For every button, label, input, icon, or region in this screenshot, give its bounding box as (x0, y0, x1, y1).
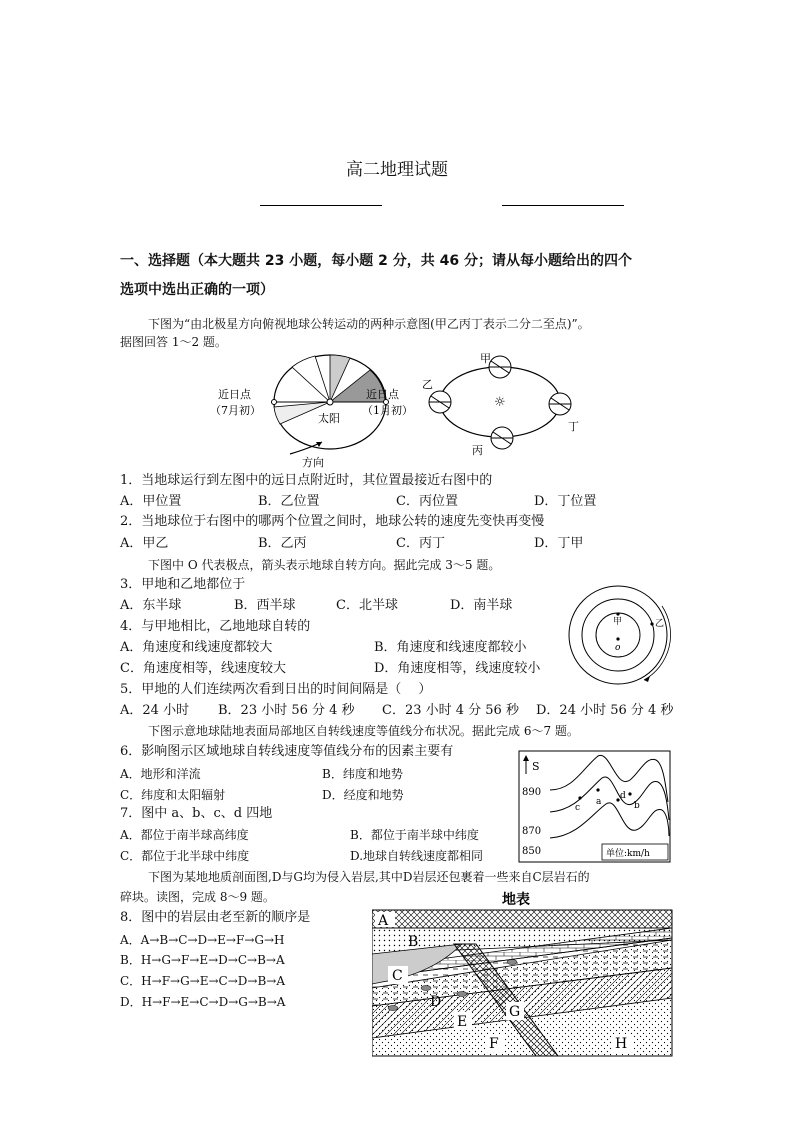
inclusion-2 (457, 992, 467, 997)
jia-label: 甲 (480, 352, 491, 365)
point-yi (650, 622, 653, 625)
q2-option-d: D．丁甲 (534, 536, 584, 551)
direction-label: 方向 (302, 456, 324, 469)
label-yi: 乙 (655, 619, 665, 629)
label-b: B (408, 934, 419, 950)
q3-option-a: A．东半球 (120, 598, 182, 613)
outer-latitude-circle (569, 586, 667, 684)
q7-option-b: B．都位于南半球中纬度 (350, 828, 479, 842)
sun-label: 太阳 (318, 412, 340, 425)
q2-option-a: A．甲乙 (120, 536, 169, 551)
point-jia (616, 612, 619, 615)
label-b: b (634, 801, 640, 811)
label-f: F (489, 1036, 499, 1052)
isoline-890-label: 890 (522, 787, 542, 798)
page-title: 高二地理试题 (346, 160, 448, 180)
polar-figure (562, 584, 674, 686)
class-blank-line (502, 205, 624, 206)
left-perihelion-point (272, 400, 277, 405)
pole-point (616, 637, 619, 640)
intro-4-line2: 碎块。读图，完成 8～9 题。 (120, 890, 275, 904)
axis-s-label: S (532, 760, 540, 773)
q4-option-a: A．角速度和线速度都较大 (120, 640, 273, 655)
q4-option-c: C．角速度相等，线速度较大 (120, 661, 286, 676)
isoline-figure (518, 750, 672, 864)
layer-a (372, 910, 672, 928)
sun-dot (327, 399, 333, 405)
middle-latitude-circle (582, 599, 654, 671)
q3-stem: 3．甲地和乙地都位于 (120, 577, 246, 592)
q5-option-d: D．24 小时 56 分 4 秒 (536, 703, 674, 718)
q8-option-a: A．A→B→C→D→E→F→G→H (120, 933, 285, 947)
q5-option-b: B．23 小时 56 分 4 秒 (218, 703, 355, 718)
section-heading-line1: 一、选择题（本大题共 23 小题，每小题 2 分，共 46 分；请从每小题给出的四个 (120, 253, 632, 269)
intro-1-line1: 下图为“由北极星方向俯视地球公转运动的两种示意图(甲乙丙丁表示二分二至点)”。 (148, 317, 590, 331)
q8-option-d: D．H→F→E→C→D→G→B→A (120, 995, 286, 1009)
label-e: E (457, 1014, 468, 1030)
label-h: H (615, 1036, 628, 1052)
q8-stem: 8．图中的岩层由老至新的顺序是 (120, 910, 311, 925)
q5-option-c: C．23 小时 4 分 56 秒 (382, 703, 519, 718)
q1-option-a: A．甲位置 (120, 494, 182, 509)
intro-4-line1: 下图为某地地质剖面图,D与G均为侵入岩层,其中D岩层还包裹着一些来自C层岩石的 (148, 870, 590, 884)
earth-ding-icon (549, 393, 571, 415)
q7-option-d: D.地球自转线速度都相同 (350, 849, 484, 863)
q6-option-b: B．纬度和地势 (322, 767, 403, 781)
q2-stem: 2．当地球位于右图中的哪两个位置之间时，地球公转的速度先变快再变慢 (120, 514, 545, 529)
isoline-870-label: 870 (522, 826, 542, 837)
q4-stem: 4．与甲地相比，乙地地球自转的 (120, 619, 311, 634)
label-d: d (620, 791, 626, 801)
rotation-arrow-head (644, 676, 650, 682)
q1-option-d: D．丁位置 (534, 494, 597, 509)
q6-option-a: A．地形和洋流 (120, 767, 201, 781)
point-a (596, 788, 599, 791)
right-perihelion-label-2: （1月初） (362, 404, 413, 417)
q7-option-a: A．都位于南半球高纬度 (120, 828, 249, 842)
point-c (578, 796, 581, 799)
earth-yi-icon (429, 391, 451, 413)
label-a: a (596, 797, 602, 807)
q8-option-c: C．H→F→G→E→C→D→B→A (120, 974, 285, 988)
earth-bing-icon (491, 427, 513, 449)
q3-option-d: D．南半球 (450, 598, 513, 613)
sun-icon: ☼ (494, 395, 506, 410)
q3-option-c: C．北半球 (336, 598, 398, 613)
left-perihelion-label-2: （7月初） (210, 404, 261, 417)
q3-option-b: B．西半球 (234, 598, 296, 613)
intro-1-line2: 据图回答 1～2 题。 (120, 335, 227, 349)
left-orbit-sector-2 (292, 356, 330, 402)
inclusion-1 (507, 960, 517, 965)
surface-label: 地表 (502, 892, 530, 908)
q6-stem: 6．影响图示区域地球自转线速度等值线分布的因素主要有 (120, 744, 454, 759)
label-o: o (615, 643, 621, 653)
isoline-850-label: 850 (522, 846, 542, 857)
label-jia: 甲 (613, 617, 623, 627)
q5-stem: 5．甲地的人们连续两次看到日出的时间间隔是（ ） (120, 682, 432, 697)
section-heading-line2: 选项中选出正确的一项） (120, 282, 274, 298)
ding-label: 丁 (568, 420, 579, 433)
q5-option-a: A．24 小时 (120, 703, 190, 718)
q8-option-b: B．H→G→F→E→D→C→B→A (120, 953, 285, 967)
intro-3: 下图示意地球陆地表面局部地区自转线速度等值线分布状况。据此完成 6～7 题。 (148, 724, 579, 738)
yi-label: 乙 (422, 378, 433, 391)
bing-label: 丙 (472, 444, 483, 457)
unit-label: 单位:km/h (606, 849, 650, 859)
q1-stem: 1．当地球运行到左图中的远日点附近时，其位置最接近右图中的 (120, 473, 493, 488)
label-c: c (575, 803, 581, 813)
q1-option-c: C．丙位置 (396, 494, 458, 509)
q6-option-c: C．纬度和太阳辐射 (120, 788, 226, 802)
left-perihelion-label-1: 近日点 (218, 388, 251, 401)
q2-option-c: C．丙丁 (396, 536, 445, 551)
q4-option-d: D．角速度相等，线速度较小 (374, 661, 541, 676)
point-b (628, 792, 631, 795)
q6-option-d: D．经度和地势 (322, 788, 404, 802)
inclusion-3 (421, 986, 431, 991)
orbit-figure (200, 352, 600, 470)
intro-2: 下图中 O 代表极点，箭头表示地球自转方向。据此完成 3～5 题。 (148, 558, 501, 572)
q1-option-b: B．乙位置 (258, 494, 320, 509)
label-d: D (430, 994, 442, 1010)
name-blank-line (260, 205, 382, 206)
label-a: A (378, 913, 389, 929)
label-g: G (509, 1004, 521, 1020)
geologic-section-figure (372, 888, 674, 1058)
right-perihelion-label-1: 近日点 (366, 388, 399, 401)
q2-option-b: B．乙丙 (258, 536, 307, 551)
label-c: C (392, 968, 403, 984)
q4-option-b: B．角速度和线速度都较小 (374, 640, 527, 655)
earth-jia-icon (489, 356, 511, 378)
inclusion-4 (388, 1006, 398, 1011)
q7-stem: 7．图中 a、b、c、d 四地 (120, 806, 273, 821)
q7-option-c: C．都位于北半球中纬度 (120, 849, 250, 863)
